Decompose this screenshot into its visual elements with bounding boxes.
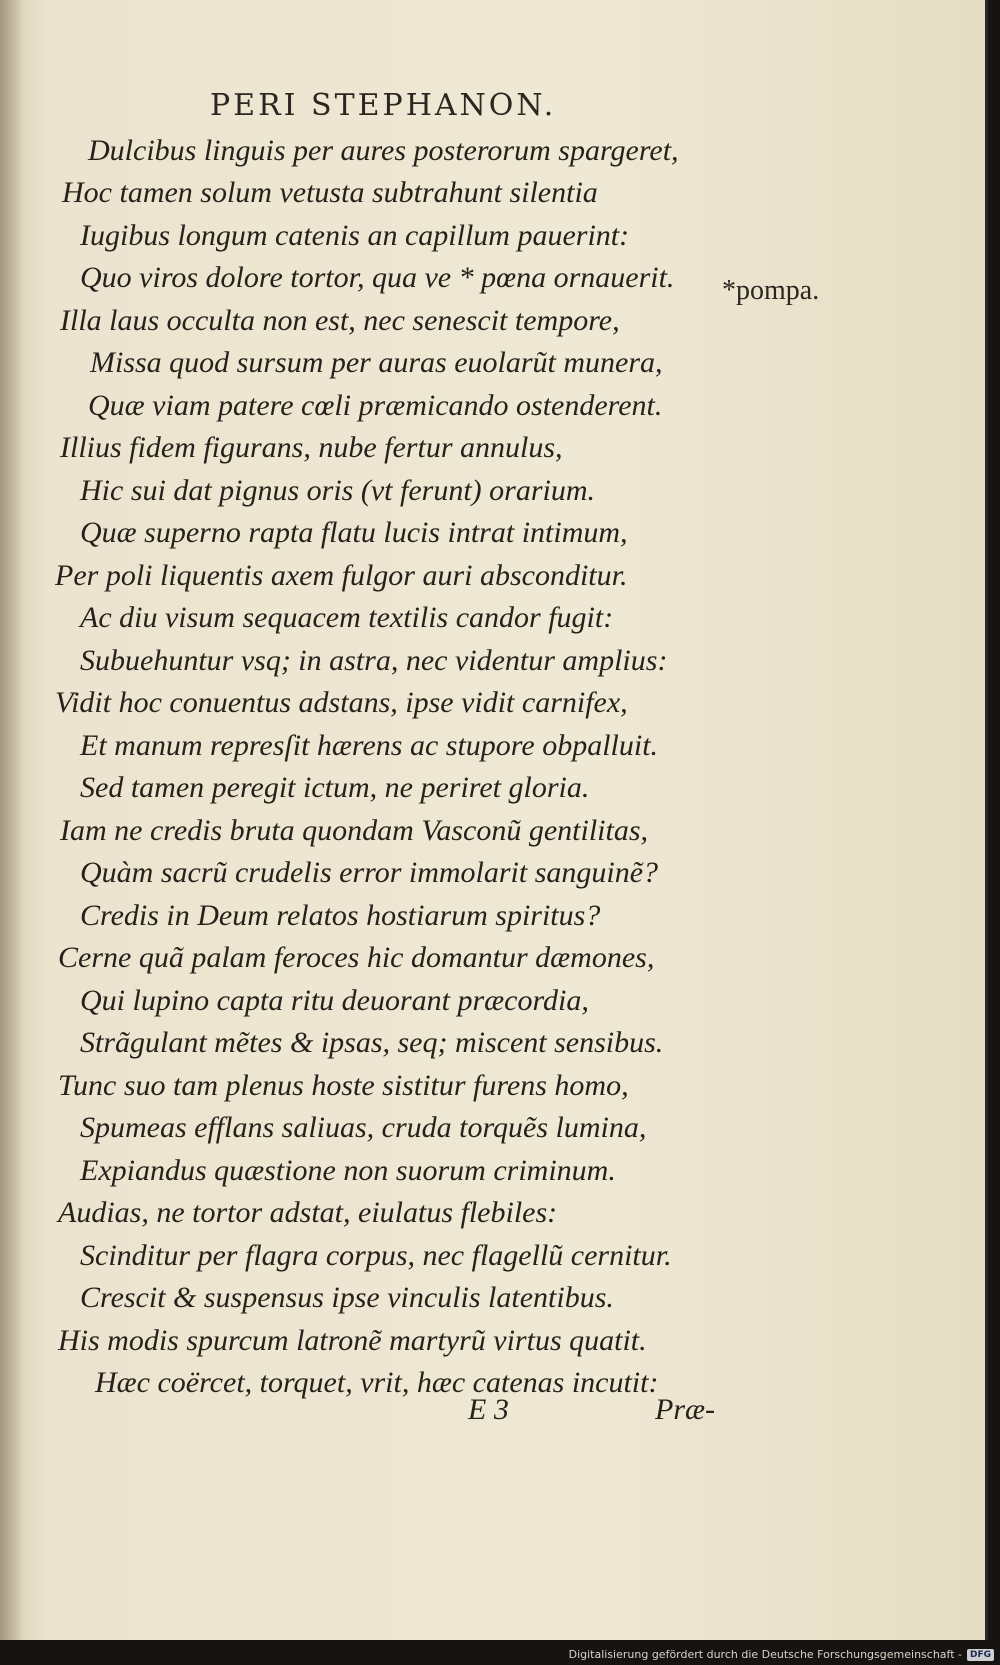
verse-line: Qui lupino capta ritu deuorant præcordia, (80, 984, 589, 1017)
verse-line: Sed tamen peregit ictum, ne periret gloria. (80, 771, 590, 804)
verse-line: Cerne quã palam feroces hic domantur dæmones, (58, 941, 655, 974)
verse-line: Audias, ne tortor adstat, eiulatus flebiles: (58, 1196, 558, 1229)
verse-line: Missa quod sursum per auras euolarũt munera, (90, 346, 663, 379)
verse-line: Hæc coërcet, torquet, vrit, hæc catenas incutit: (95, 1366, 659, 1399)
verse-line: Ac diu visum sequacem textilis candor fugit: (80, 601, 614, 634)
verse-line: His modis spurcum latronẽ martyrũ virtus quatit. (58, 1324, 647, 1357)
verse-line: Iam ne credis bruta quondam Vasconũ gentilitas, (60, 814, 649, 847)
verse-line: Crescit & suspensus ipse vinculis latentibus. (80, 1281, 614, 1314)
verse-line: Dulcibus linguis per aures posterorum spargeret, (88, 134, 679, 167)
verse-line: Quæ viam patere cœli præmicando ostenderent. (88, 389, 663, 422)
verse-line: Tunc suo tam plenus hoste sistitur furens homo, (58, 1069, 629, 1102)
verse-line: Quæ superno rapta flatu lucis intrat intimum, (80, 516, 628, 549)
verse-line: Expiandus quæstione non suorum criminum. (80, 1154, 616, 1187)
gutter-shadow (0, 0, 24, 1640)
verse-line: Vidit hoc conuentus adstans, ipse vidit carnifex, (55, 686, 628, 719)
marginal-note: *pompa. (722, 275, 820, 306)
signature-mark: E 3 (468, 1393, 509, 1426)
verse-line: Quàm sacrũ crudelis error immolarit sanguinẽ? (80, 856, 659, 889)
verse-line: Credis in Deum relatos hostiarum spiritus? (80, 899, 601, 932)
verse-line: Illius fidem figurans, nube fertur annulus, (60, 431, 563, 464)
verse-line: Spumeas efflans saliuas, cruda torquẽs lumina, (80, 1111, 647, 1144)
dfg-logo-icon: DFG (967, 1649, 994, 1661)
credit-text: Digitalisierung gefördert durch die Deutsche Forschungsgemeinschaft - (568, 1648, 962, 1661)
verse-line: Et manum represſit hærens ac stupore obpalluit. (80, 729, 659, 762)
catchword: Præ- (655, 1393, 715, 1426)
verse-line: Per poli liquentis axem fulgor auri absconditur. (55, 559, 628, 592)
verse-line: Hoc tamen solum vetusta subtrahunt silentia (62, 176, 598, 209)
running-head: PERI STEPHANON. (210, 88, 557, 123)
verse-line: Iugibus longum catenis an capillum pauerint: (80, 219, 630, 252)
verse-line: Quo viros dolore tortor, qua ve * pœna ornauerit. (80, 261, 675, 294)
verse-line: Hic sui dat pignus oris (vt ferunt) orarium. (80, 474, 595, 507)
verse-line: Scinditur per flagra corpus, nec flagellũ cernitur. (80, 1239, 672, 1272)
verse-line: Illa laus occulta non est, nec senescit tempore, (60, 304, 620, 337)
digitization-credit (569, 1648, 994, 1661)
verse-line: Strãgulant mẽtes & ipsas, seq; miscent sensibus. (80, 1026, 664, 1059)
verse-line: Subuehuntur vsq; in astra, nec videntur amplius: (80, 644, 668, 677)
